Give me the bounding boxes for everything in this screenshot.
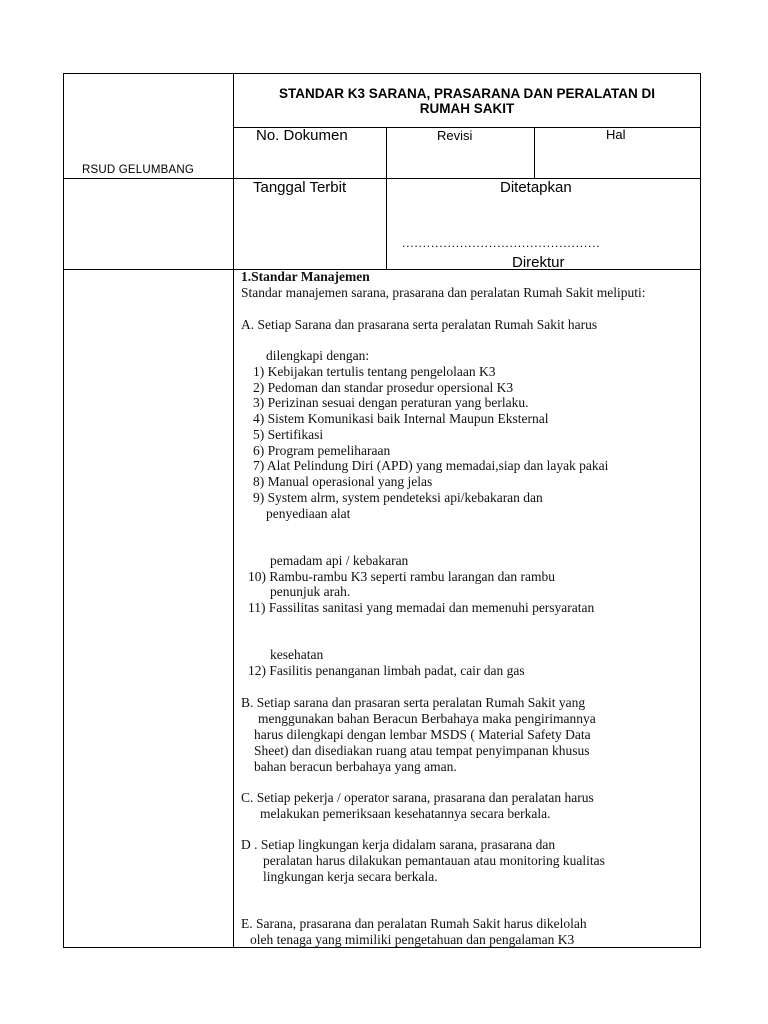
document-title-line1: STANDAR K3 SARANA, PRASARANA DAN PERALATAN DI	[278, 86, 655, 101]
point-b-line: menggunakan bahan Beracun Berbahaya maka pengirimannya	[258, 711, 596, 726]
point-b-line: bahan beracun berbahaya yang aman.	[254, 759, 457, 774]
point-a-line1: A. Setiap Sarana dan prasarana serta peralatan Rumah Sakit harus	[241, 317, 598, 332]
direktur-label: Direktur	[512, 254, 565, 271]
list-item: 11) Fassilitas sanitasi yang memadai dan memenuhi persyaratan	[248, 600, 595, 615]
no-dokumen-label: No. Dokumen	[256, 127, 348, 144]
list-item-continuation: penyediaan alat	[266, 506, 351, 521]
tanggal-terbit-label: Tanggal Terbit	[253, 179, 347, 196]
point-d-line: peralatan harus dilakukan pemantauan atau monitoring kualitas	[263, 853, 605, 868]
list-item: 4) Sistem Komunikasi baik Internal Maupun Eksternal	[253, 411, 549, 426]
border-col-divider	[233, 73, 234, 948]
point-b-line: harus dilengkapi dengan lembar MSDS ( Material Safety Data	[254, 727, 591, 742]
list-item: 8) Manual operasional yang jelas	[253, 474, 433, 489]
list-item: 3) Perizinan sesuai dengan peraturan yang berlaku.	[253, 395, 529, 410]
section-title: 1.Standar Manajemen	[241, 269, 370, 284]
border-right	[700, 73, 701, 948]
point-e-line: oleh tenaga yang mimiliki pengetahuan dan pengalaman K3	[250, 932, 575, 947]
list-item: 5) Sertifikasi	[253, 427, 324, 442]
list-item: 2) Pedoman dan standar prosedur opersional K3	[253, 380, 514, 395]
point-a-line2: dilengkapi dengan:	[266, 348, 370, 363]
list-item-continuation: kesehatan	[270, 647, 324, 662]
list-item-continuation: pemadam api / kebakaran	[270, 553, 409, 568]
list-item: 9) System alrm, system pendeteksi api/kebakaran dan	[253, 490, 543, 505]
point-c-line: melakukan pemeriksaan kesehatannya secara berkala.	[260, 806, 551, 821]
point-d-line: lingkungan kerja secara berkala.	[263, 869, 438, 884]
border-header-bottom	[63, 269, 701, 270]
point-c-line: C. Setiap pekerja / operator sarana, prasarana dan peralatan harus	[241, 790, 594, 805]
signature-dots: ................................................	[402, 236, 601, 250]
list-item: 12) Fasilitis penanganan limbah padat, cair dan gas	[248, 663, 525, 678]
point-b-line: Sheet) dan disediakan ruang atau tempat penyimpanan khusus	[254, 743, 590, 758]
border-hal-left	[534, 127, 535, 178]
border-revisi-left	[386, 127, 387, 269]
list-item-continuation: penunjuk arah.	[270, 584, 351, 599]
hal-label: Hal	[606, 127, 626, 142]
document-title-line2: RUMAH SAKIT	[419, 101, 515, 116]
point-d-line: D . Setiap lingkungan kerja didalam sarana, prasarana dan	[241, 837, 556, 852]
ditetapkan-label: Ditetapkan	[500, 179, 572, 196]
list-item: 10) Rambu-rambu K3 seperti rambu larangan dan rambu	[248, 569, 556, 584]
point-e-line: E. Sarana, prasarana dan peralatan Rumah Sakit harus dikelolah	[241, 916, 587, 931]
list-item: 6) Program pemeliharaan	[253, 443, 391, 458]
point-b-line: B. Setiap sarana dan prasaran serta peralatan Rumah Sakit yang	[241, 695, 586, 710]
revisi-label: Revisi	[437, 128, 473, 143]
intro-text: Standar manajemen sarana, prasarana dan peralatan Rumah Sakit meliputi:	[241, 285, 646, 300]
list-item: 1) Kebijakan tertulis tentang pengelolaan K3	[253, 364, 496, 379]
hospital-name: RSUD GELUMBANG	[82, 164, 195, 176]
border-left-mid	[63, 178, 233, 179]
border-left	[63, 73, 64, 948]
border-top	[63, 73, 701, 74]
list-item: 7) Alat Pelindung Diri (APD) yang memadai,siap dan layak pakai	[253, 458, 609, 473]
